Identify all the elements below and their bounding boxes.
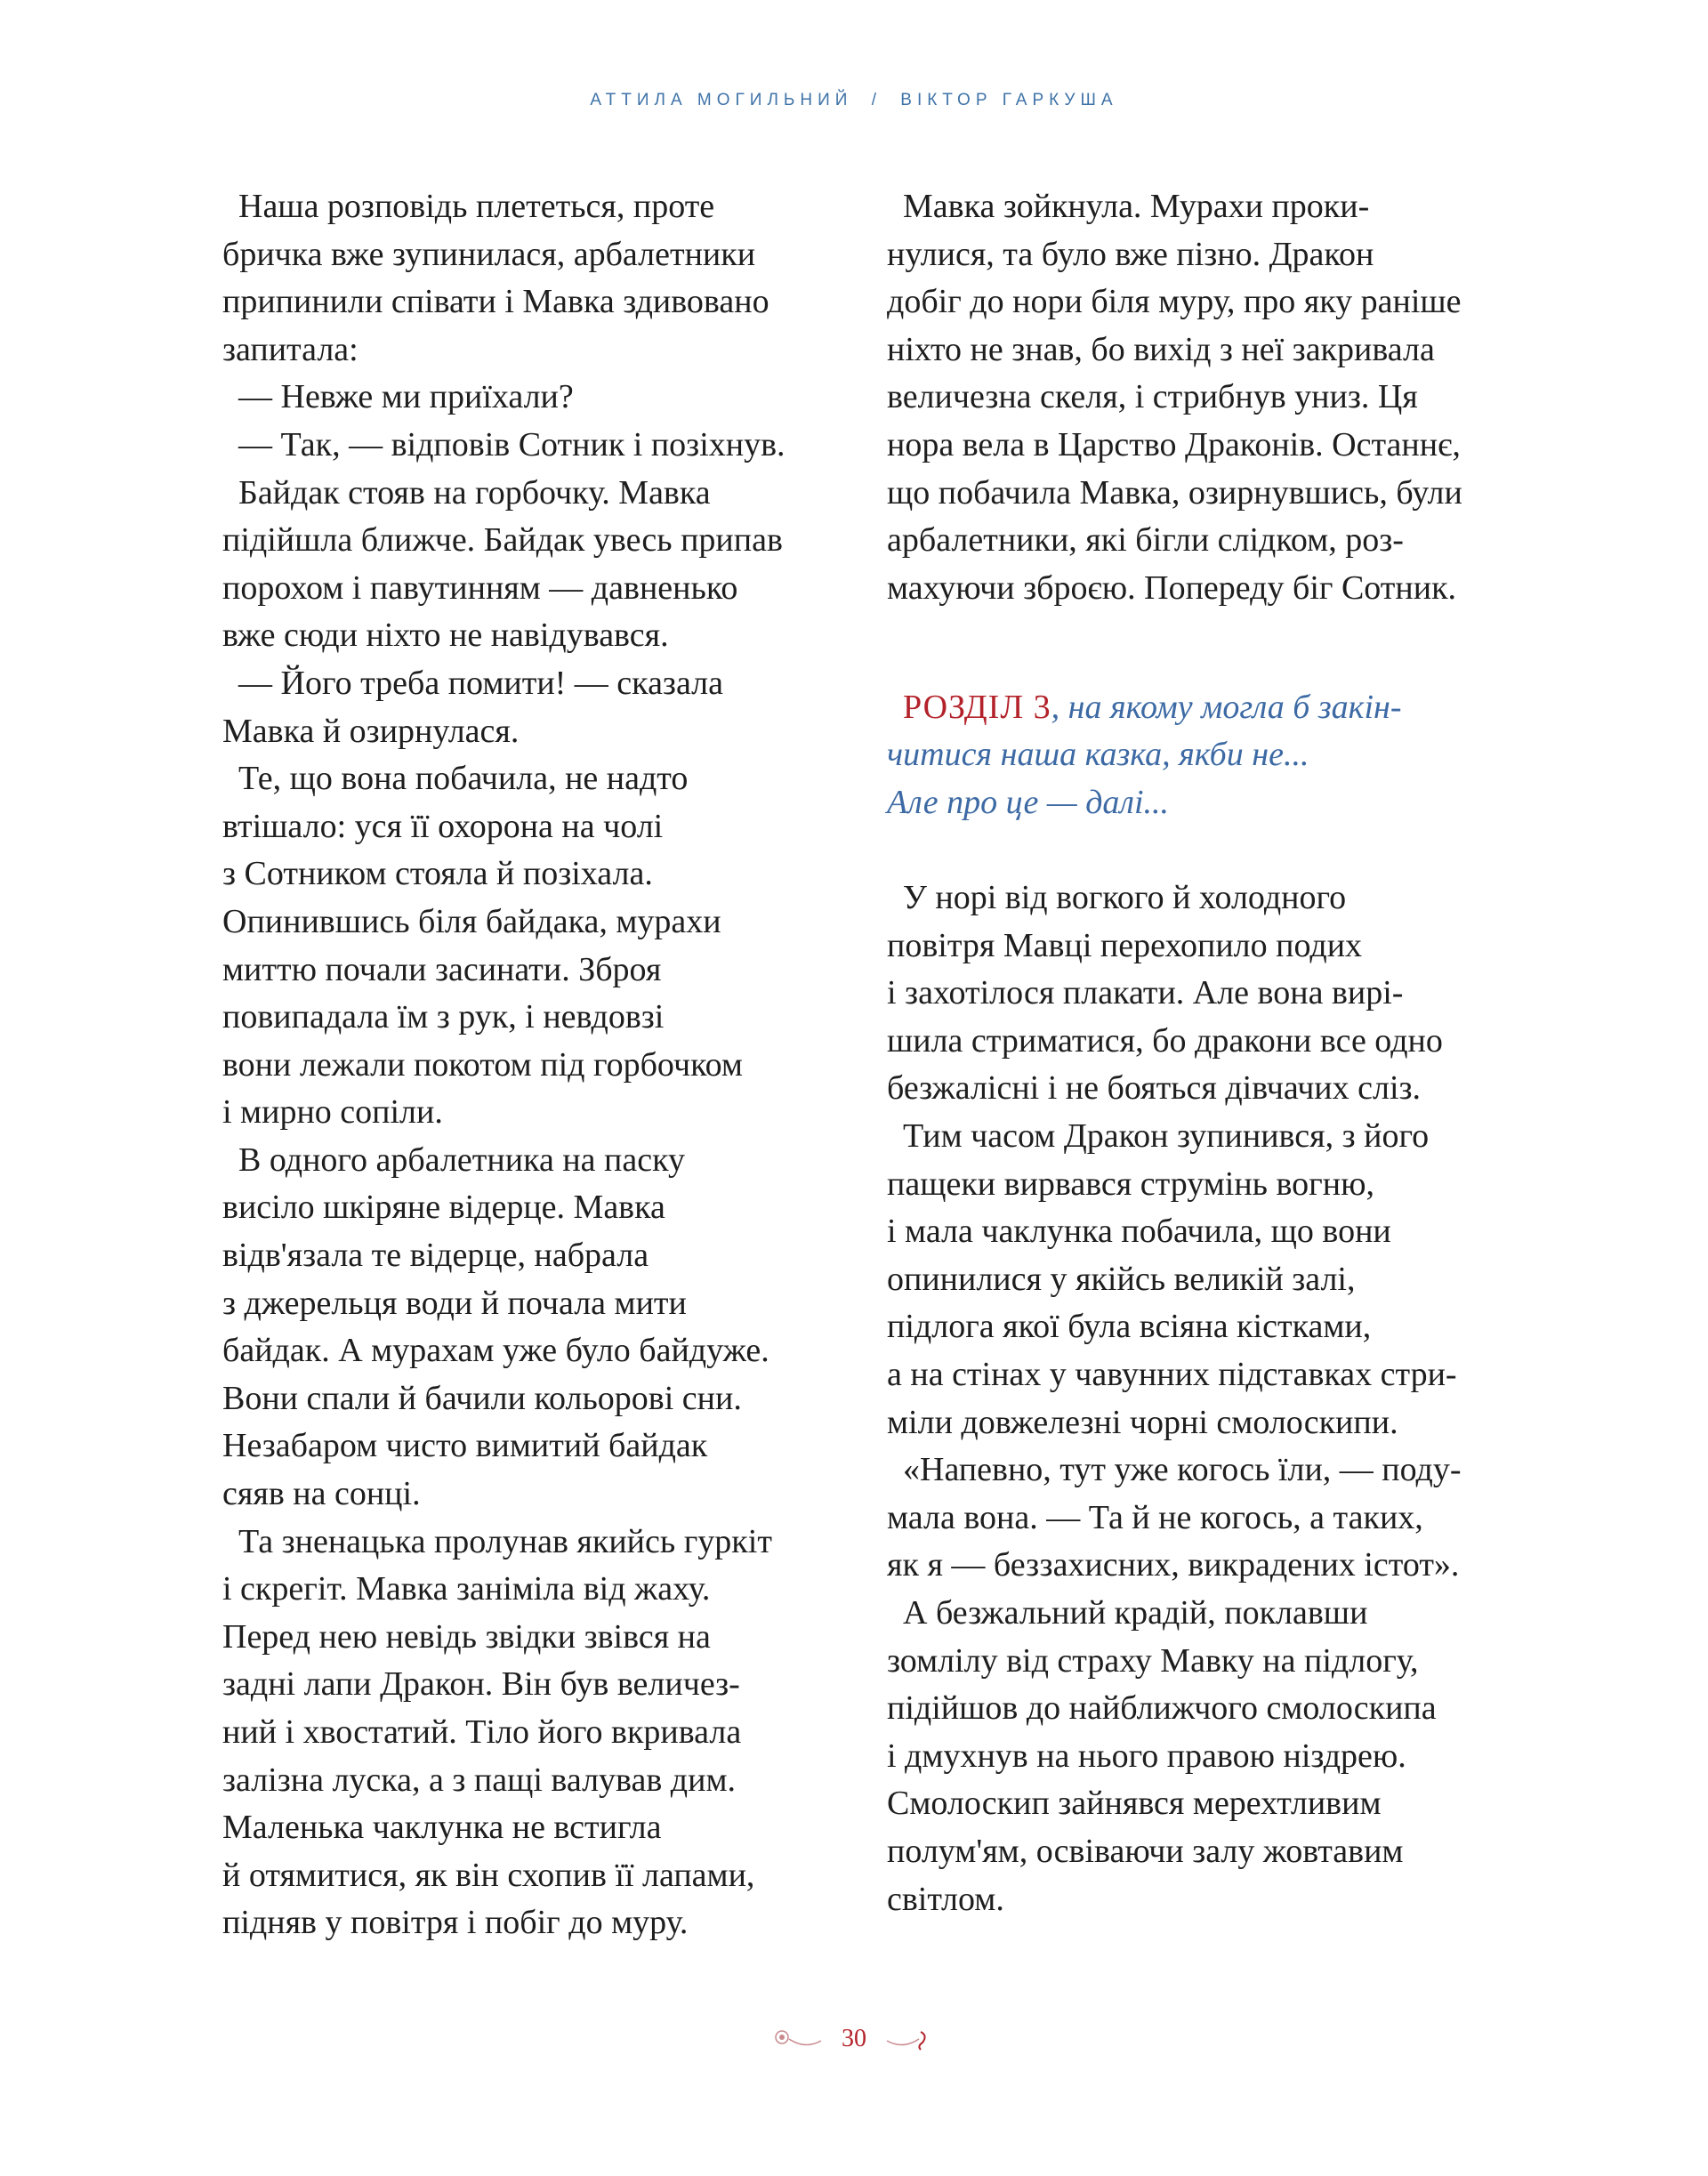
text-line: — Так, — відповів Сотник і позіхнув. <box>238 425 786 463</box>
header-separator: / <box>871 91 882 109</box>
text-line: сяяв на сонці. <box>222 1475 421 1513</box>
text-line: повипадала їм з рук, і невдовзі <box>222 998 665 1036</box>
text-line: Наша розповідь плететься, проте <box>238 188 715 225</box>
text-line: підняв у повітря і побіг до муру. <box>222 1904 689 1942</box>
text-line: полум'ям, освіваючи залу жовтавим <box>887 1832 1404 1870</box>
text-line: бричка вже зупинилася, арбалетники <box>222 235 756 273</box>
left-swirl-icon <box>769 2019 823 2062</box>
text-line: безжалісні і не бояться дівчачих сліз. <box>887 1069 1422 1108</box>
right-text-column <box>887 183 1510 1923</box>
text-line: Та зненацька пролунав якийсь гуркіт <box>238 1522 772 1560</box>
text-line: Незабаром чисто вимитий байдак <box>222 1427 708 1465</box>
text-line: і захотілося плакати. Але вона вирі- <box>887 974 1404 1012</box>
text-line: байдак. А мурахам уже було байдуже. <box>222 1332 769 1370</box>
text-line: зомлілу від страху Мавку на підлогу, <box>887 1641 1419 1680</box>
text-line: задні лапи Дракон. Він був величез- <box>222 1665 740 1704</box>
text-line: вже сюди ніхто не навідувався. <box>222 617 669 655</box>
text-line: й отямитися, як він схопив її лапами, <box>222 1856 755 1894</box>
text-line: махуючи зброєю. Попереду біг Сотник. <box>887 568 1457 607</box>
text-line: пащеки вирвався струмінь вогню, <box>887 1165 1374 1203</box>
header-author-2: ВІКТОР ГАРКУША <box>900 91 1118 109</box>
text-line: міли довжелезні чорні смолоскипи. <box>887 1403 1398 1441</box>
text-line: В одного арбалетника на паску <box>238 1140 686 1179</box>
chapter-heading-line-3: Але про це — далі... <box>887 783 1170 821</box>
text-line: — Його треба помити! — сказала <box>238 664 723 702</box>
text-line: порохом і павутинням — давненько <box>222 568 738 607</box>
text-line: добіг до нори біля муру, про яку раніше <box>887 283 1462 321</box>
text-line: мала вона. — Та й не когось, а таких, <box>887 1498 1423 1536</box>
text-line: «Напевно, тут уже когось їли, — поду- <box>903 1451 1462 1489</box>
spacer <box>887 612 1510 660</box>
text-line: висіло шкіряне відерце. Мавка <box>222 1189 665 1227</box>
text-line: Перед нею невідь звідки звівся на <box>222 1617 711 1656</box>
spacer <box>887 827 1510 875</box>
text-line: У норі від вогкого й холодного <box>903 879 1347 917</box>
text-line: опинилися у якійсь великій залі, <box>887 1260 1356 1298</box>
chapter-label: РОЗДІЛ 3 <box>903 688 1051 726</box>
text-line: шила стриматися, бо дракони все одно <box>887 1021 1443 1060</box>
text-line: вони лежали покотом під горбочком <box>222 1045 743 1084</box>
text-line: арбалетники, які бігли слідком, роз- <box>887 521 1404 560</box>
text-line: залізна луска, а з пащі валував дим. <box>222 1761 736 1799</box>
text-line: і мала чаклунка побачила, що вони <box>887 1213 1391 1251</box>
text-line: Опинившись біля байдака, мурахи <box>222 902 721 940</box>
text-line: з джерельця води й почала мити <box>222 1284 687 1322</box>
text-line: підійшов до найближчого смолоскипа <box>887 1689 1437 1728</box>
left-text-column <box>222 183 845 1947</box>
text-line: А безжальний крадій, поклавши <box>903 1594 1368 1632</box>
page-footer <box>0 2019 1708 2062</box>
text-line: що побачила Мавка, озирнувшись, були <box>887 473 1462 512</box>
text-line: як я — беззахисних, викрадених істот». <box>887 1546 1460 1584</box>
right-column-bottom-text <box>887 874 1510 1923</box>
text-line: Вони спали й бачили кольорові сни. <box>222 1379 742 1417</box>
text-line: Маленька чаклунка не встигла <box>222 1809 662 1847</box>
text-line: ний і хвостатий. Тіло його вкривала <box>222 1713 742 1751</box>
right-swirl-icon <box>885 2019 939 2062</box>
text-line: Смолоскип зайнявся мерехтливим <box>887 1785 1382 1823</box>
text-line: відв'язала те відерце, набрала <box>222 1237 649 1275</box>
header-author-1: АТТИЛА МОГИЛЬНИЙ <box>590 91 853 109</box>
right-column-top-text <box>887 183 1510 612</box>
text-line: підлога якої була всіяна кістками, <box>887 1308 1372 1346</box>
text-line: Байдак стояв на горбочку. Мавка <box>238 473 711 512</box>
text-line: Мавка зойкнула. Мурахи проки- <box>903 188 1370 225</box>
chapter-heading <box>887 684 1510 827</box>
text-line: запитала: <box>222 330 359 368</box>
text-line: а на стінах у чавунних підставках стри- <box>887 1356 1457 1394</box>
text-line: нора вела в Царство Драконів. Останнє, <box>887 425 1461 463</box>
text-line: Тим часом Дракон зупинився, з його <box>903 1117 1430 1156</box>
text-line: — Невже ми приїхали? <box>238 378 574 416</box>
text-line: і дмухнув на нього правою ніздрею. <box>887 1737 1406 1775</box>
chapter-title-part-1: , на якому могла б закін- <box>1051 688 1402 726</box>
chapter-heading-line-1 <box>887 684 1510 732</box>
spacer <box>887 660 1510 684</box>
text-line: і мирно сопіли. <box>222 1093 443 1132</box>
chapter-heading-line-2: читися наша казка, якби не... <box>887 736 1309 774</box>
page-number: 30 <box>842 2025 866 2053</box>
text-line: миттю почали засинати. Зброя <box>222 950 662 988</box>
text-line: втішало: уся її охорона на чолі <box>222 807 664 845</box>
running-header <box>0 91 1708 110</box>
text-line: повітря Мавці перехопило подих <box>887 926 1363 964</box>
text-line: нулися, та було вже пізно. Дракон <box>887 235 1374 273</box>
text-line: Те, що вона побачила, не надто <box>238 760 689 798</box>
text-line: Мавка й озирнулася. <box>222 712 520 750</box>
text-line: величезна скеля, і стрибнув униз. Ця <box>887 378 1418 416</box>
text-line: і скрегіт. Мавка заніміла від жаху. <box>222 1570 711 1608</box>
text-line: підійшла ближче. Байдак увесь припав <box>222 521 783 560</box>
text-line: світлом. <box>887 1880 1004 1918</box>
text-line: ніхто не знав, бо вихід з неї закривала <box>887 330 1435 368</box>
text-line: припинили співати і Мавка здивовано <box>222 283 769 321</box>
text-line: з Сотником стояла й позіхала. <box>222 855 653 893</box>
